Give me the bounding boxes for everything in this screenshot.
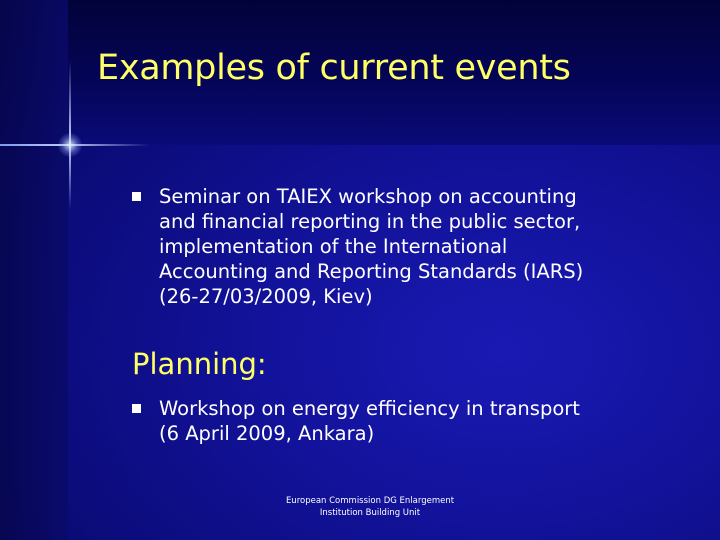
- footer-line-unit: Institution Building Unit: [319, 508, 421, 518]
- square-bullet-icon: [132, 192, 141, 201]
- planning-heading: Planning:: [132, 347, 267, 381]
- square-bullet-icon: [132, 404, 141, 413]
- light-flare-glow: [58, 133, 82, 157]
- slide-footer: [240, 495, 500, 519]
- event-bullet-item: [132, 184, 583, 309]
- slide-title: Examples of current events: [97, 48, 571, 88]
- planning-bullet-text: Workshop on energy efficiency in transport (6 April 2009, Ankara): [159, 397, 580, 445]
- event-bullet-text: Seminar on TAIEX workshop on accounting and financial reporting in the public sector, implementation of the International Accounting and Reporting Standards (IARS) (26-27/03/2009, Kiev): [159, 185, 584, 308]
- footer-line-organization: European Commission DG Enlargement: [285, 496, 455, 506]
- left-decorative-strip: [0, 0, 68, 540]
- planning-bullet-item: [132, 396, 580, 446]
